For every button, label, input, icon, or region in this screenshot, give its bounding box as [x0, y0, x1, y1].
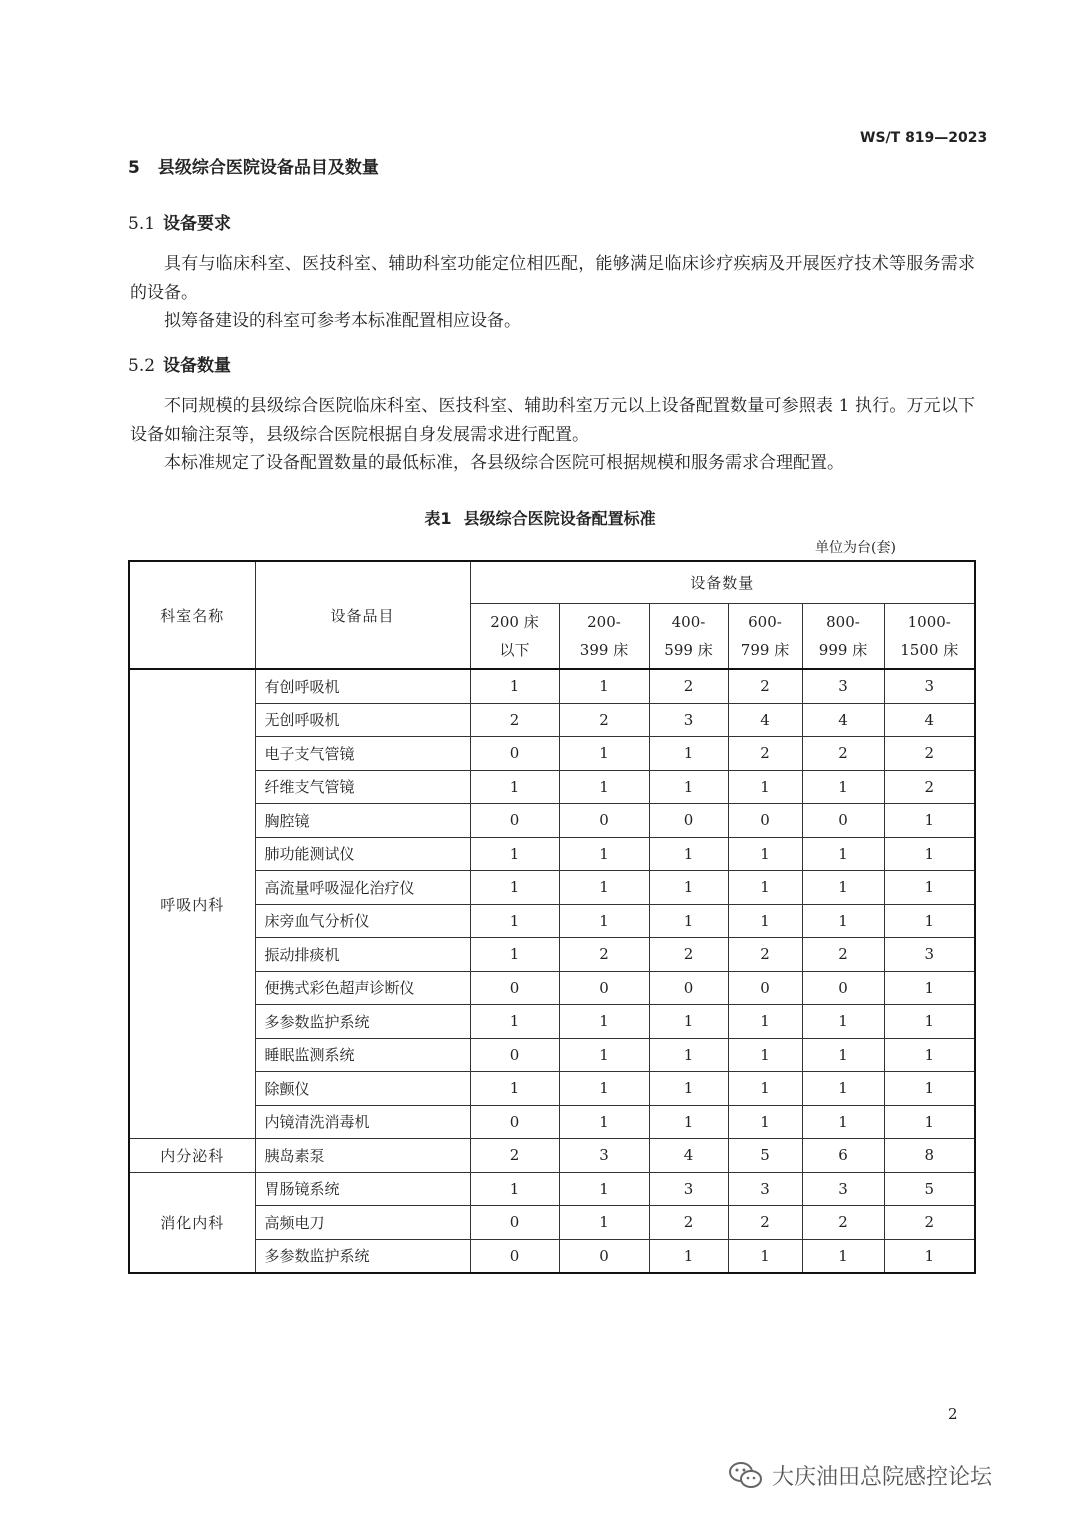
header-bed-range [884, 604, 975, 670]
quantity-cell: 6 [802, 1139, 884, 1173]
quantity-cell: 3 [649, 703, 728, 737]
quantity-cell: 0 [649, 971, 728, 1005]
quantity-cell: 4 [649, 1139, 728, 1173]
header-bed-range [559, 604, 649, 670]
quantity-cell: 2 [559, 938, 649, 972]
table-row [129, 1206, 975, 1240]
item-cell: 肺功能测试仪 [255, 837, 470, 871]
quantity-cell: 0 [470, 1239, 559, 1273]
paragraph: 本标准规定了设备配置数量的最低标准，各县级综合医院可根据规模和服务需求合理配置。 [164, 453, 844, 473]
item-cell: 有创呼吸机 [255, 669, 470, 703]
quantity-cell: 2 [802, 737, 884, 771]
quantity-cell: 1 [884, 1239, 975, 1273]
quantity-cell: 4 [884, 703, 975, 737]
quantity-cell: 2 [728, 1206, 802, 1240]
section-5-1-heading [128, 209, 231, 234]
watermark-text: 大庆油田总院感控论坛 [772, 1465, 993, 1490]
quantity-cell: 1 [649, 1038, 728, 1072]
quantity-cell: 0 [470, 1206, 559, 1240]
quantity-cell: 2 [728, 737, 802, 771]
quantity-cell: 1 [559, 1206, 649, 1240]
table-row [129, 1038, 975, 1072]
quantity-cell: 1 [728, 1038, 802, 1072]
quantity-cell: 1 [470, 871, 559, 905]
quantity-cell: 1 [559, 669, 649, 703]
watermark [728, 1460, 992, 1491]
table-row [129, 904, 975, 938]
quantity-cell: 2 [728, 938, 802, 972]
quantity-cell: 0 [470, 1105, 559, 1139]
item-cell: 高频电刀 [255, 1206, 470, 1240]
item-cell: 振动排痰机 [255, 938, 470, 972]
table-caption [0, 506, 1080, 529]
quantity-cell: 2 [884, 737, 975, 771]
header-line: 200- [587, 613, 621, 631]
quantity-cell: 1 [470, 938, 559, 972]
quantity-cell: 1 [470, 1005, 559, 1039]
header-line: 399 床 [579, 641, 629, 659]
quantity-cell: 1 [559, 1005, 649, 1039]
section-title: 设备要求 [163, 214, 232, 234]
quantity-cell: 1 [649, 1072, 728, 1106]
header-line: 400- [671, 613, 706, 631]
quantity-cell: 0 [470, 737, 559, 771]
quantity-cell: 1 [884, 871, 975, 905]
quantity-cell: 1 [802, 837, 884, 871]
header-quantity: 设备数量 [470, 561, 975, 604]
quantity-cell: 1 [802, 904, 884, 938]
item-cell: 胸腔镜 [255, 804, 470, 838]
standard-number: WS/T 819—2023 [860, 130, 988, 146]
quantity-cell: 0 [559, 971, 649, 1005]
paragraph: 具有与临床科室、医技科室、辅助科室功能定位相匹配，能够满足临床诊疗疾病及开展医疗技术等服务需求的设备。 [130, 254, 975, 303]
quantity-cell: 1 [728, 1105, 802, 1139]
quantity-cell: 3 [884, 669, 975, 703]
quantity-cell: 1 [884, 1005, 975, 1039]
header-line: 599 床 [664, 641, 713, 659]
table-row [129, 1072, 975, 1106]
table-unit: 单位为台(套) [815, 540, 896, 556]
dept-cell: 消化内科 [129, 1172, 255, 1273]
quantity-cell: 1 [802, 1105, 884, 1139]
quantity-cell: 1 [649, 737, 728, 771]
item-cell: 除颤仪 [255, 1072, 470, 1106]
quantity-cell: 1 [728, 871, 802, 905]
item-cell: 床旁血气分析仪 [255, 904, 470, 938]
quantity-cell: 1 [649, 871, 728, 905]
quantity-cell: 1 [884, 904, 975, 938]
section-number: 5 [128, 158, 140, 178]
quantity-cell: 1 [884, 971, 975, 1005]
quantity-cell: 1 [649, 1005, 728, 1039]
quantity-cell: 2 [802, 1206, 884, 1240]
quantity-cell: 1 [884, 804, 975, 838]
quantity-cell: 2 [649, 669, 728, 703]
quantity-cell: 3 [728, 1172, 802, 1206]
quantity-cell: 0 [728, 804, 802, 838]
quantity-cell: 1 [649, 770, 728, 804]
table-number: 表1 [424, 509, 452, 528]
item-cell: 便携式彩色超声诊断仪 [255, 971, 470, 1005]
wechat-icon [728, 1461, 764, 1491]
paragraph: 拟筹备建设的科室可参考本标准配置相应设备。 [164, 311, 521, 331]
quantity-cell: 1 [802, 1072, 884, 1106]
quantity-cell: 0 [470, 971, 559, 1005]
quantity-cell: 3 [802, 1172, 884, 1206]
header-line: 799 床 [740, 641, 790, 659]
quantity-cell: 5 [884, 1172, 975, 1206]
quantity-cell: 2 [884, 770, 975, 804]
quantity-cell: 2 [559, 703, 649, 737]
item-cell: 高流量呼吸湿化治疗仪 [255, 871, 470, 905]
quantity-cell: 1 [802, 1038, 884, 1072]
quantity-cell: 1 [470, 1172, 559, 1206]
quantity-cell: 1 [884, 1072, 975, 1106]
item-cell: 电子支气管镜 [255, 737, 470, 771]
table-row [129, 804, 975, 838]
table-row [129, 1239, 975, 1273]
quantity-cell: 1 [559, 871, 649, 905]
quantity-cell: 1 [884, 1038, 975, 1072]
quantity-cell: 3 [884, 938, 975, 972]
header-line: 1500 床 [900, 641, 959, 659]
quantity-cell: 1 [470, 837, 559, 871]
quantity-cell: 1 [649, 904, 728, 938]
quantity-cell: 0 [470, 804, 559, 838]
quantity-cell: 0 [802, 804, 884, 838]
quantity-cell: 2 [470, 1139, 559, 1173]
quantity-cell: 0 [559, 804, 649, 838]
table-row [129, 871, 975, 905]
quantity-cell: 1 [802, 871, 884, 905]
quantity-cell: 1 [559, 1172, 649, 1206]
quantity-cell: 1 [559, 904, 649, 938]
equipment-table [128, 560, 976, 1274]
section-title: 县级综合医院设备品目及数量 [157, 158, 379, 178]
quantity-cell: 1 [728, 1072, 802, 1106]
quantity-cell: 0 [728, 971, 802, 1005]
quantity-cell: 2 [884, 1206, 975, 1240]
page-number: 2 [948, 1405, 958, 1423]
quantity-cell: 1 [728, 904, 802, 938]
quantity-cell: 2 [470, 703, 559, 737]
item-cell: 无创呼吸机 [255, 703, 470, 737]
paragraph: 不同规模的县级综合医院临床科室、医技科室、辅助科室万元以上设备配置数量可参照表 1 执行。万元以下设备如输注泵等，县级综合医院根据自身发展需求进行配置。 [130, 396, 975, 445]
quantity-cell: 1 [728, 770, 802, 804]
quantity-cell: 0 [559, 1239, 649, 1273]
quantity-cell: 1 [649, 1105, 728, 1139]
quantity-cell: 1 [728, 1239, 802, 1273]
quantity-cell: 1 [802, 770, 884, 804]
quantity-cell: 1 [559, 1105, 649, 1139]
item-cell: 内镜清洗消毒机 [255, 1105, 470, 1139]
quantity-cell: 1 [559, 770, 649, 804]
table-row [129, 1005, 975, 1039]
quantity-cell: 4 [802, 703, 884, 737]
quantity-cell: 1 [802, 1239, 884, 1273]
item-cell: 胰岛素泵 [255, 1139, 470, 1173]
quantity-cell: 1 [470, 1072, 559, 1106]
table-row [129, 669, 975, 703]
quantity-cell: 1 [559, 737, 649, 771]
table-row [129, 1105, 975, 1139]
quantity-cell: 1 [802, 1005, 884, 1039]
quantity-cell: 3 [559, 1139, 649, 1173]
item-cell: 胃肠镜系统 [255, 1172, 470, 1206]
quantity-cell: 3 [649, 1172, 728, 1206]
section-title: 设备数量 [163, 356, 232, 376]
table-row [129, 971, 975, 1005]
quantity-cell: 1 [728, 1005, 802, 1039]
quantity-cell: 1 [649, 837, 728, 871]
quantity-cell: 2 [802, 938, 884, 972]
header-line: 以下 [499, 641, 530, 659]
header-line: 800- [826, 613, 860, 631]
quantity-cell: 1 [559, 1072, 649, 1106]
dept-cell: 呼吸内科 [129, 669, 255, 1139]
item-cell: 多参数监护系统 [255, 1239, 470, 1273]
header-bed-range [470, 604, 559, 670]
table-row [129, 837, 975, 871]
header-bed-range [728, 604, 802, 670]
header-row [129, 561, 975, 604]
quantity-cell: 2 [649, 1206, 728, 1240]
item-cell: 多参数监护系统 [255, 1005, 470, 1039]
table-row [129, 703, 975, 737]
table-title: 县级综合医院设备配置标准 [463, 509, 656, 528]
quantity-cell: 0 [470, 1038, 559, 1072]
quantity-cell: 3 [802, 669, 884, 703]
header-line: 600- [748, 613, 782, 631]
table-row [129, 737, 975, 771]
header-item: 设备品目 [255, 561, 470, 669]
header-line: 200 床 [490, 613, 539, 631]
quantity-cell: 1 [649, 1239, 728, 1273]
quantity-cell: 5 [728, 1139, 802, 1173]
item-cell: 纤维支气管镜 [255, 770, 470, 804]
quantity-cell: 0 [649, 804, 728, 838]
dept-cell: 内分泌科 [129, 1139, 255, 1173]
quantity-cell: 1 [884, 1105, 975, 1139]
quantity-cell: 2 [649, 938, 728, 972]
quantity-cell: 4 [728, 703, 802, 737]
section-5-heading [128, 153, 379, 178]
quantity-cell: 1 [470, 669, 559, 703]
section-5-2-heading [128, 351, 231, 376]
header-line: 999 床 [818, 641, 868, 659]
table-row [129, 1172, 975, 1206]
section-number: 5.2 [128, 356, 156, 376]
item-cell: 睡眠监测系统 [255, 1038, 470, 1072]
section-number: 5.1 [128, 214, 156, 234]
quantity-cell: 0 [802, 971, 884, 1005]
table-row [129, 770, 975, 804]
quantity-cell: 1 [559, 1038, 649, 1072]
quantity-cell: 8 [884, 1139, 975, 1173]
quantity-cell: 1 [559, 837, 649, 871]
header-line: 1000- [907, 613, 951, 631]
quantity-cell: 1 [470, 904, 559, 938]
header-bed-range [649, 604, 728, 670]
quantity-cell: 1 [728, 837, 802, 871]
quantity-cell: 1 [470, 770, 559, 804]
table-row [129, 1139, 975, 1173]
table-row [129, 938, 975, 972]
quantity-cell: 2 [728, 669, 802, 703]
header-dept: 科室名称 [129, 561, 255, 669]
quantity-cell: 1 [884, 837, 975, 871]
header-bed-range [802, 604, 884, 670]
